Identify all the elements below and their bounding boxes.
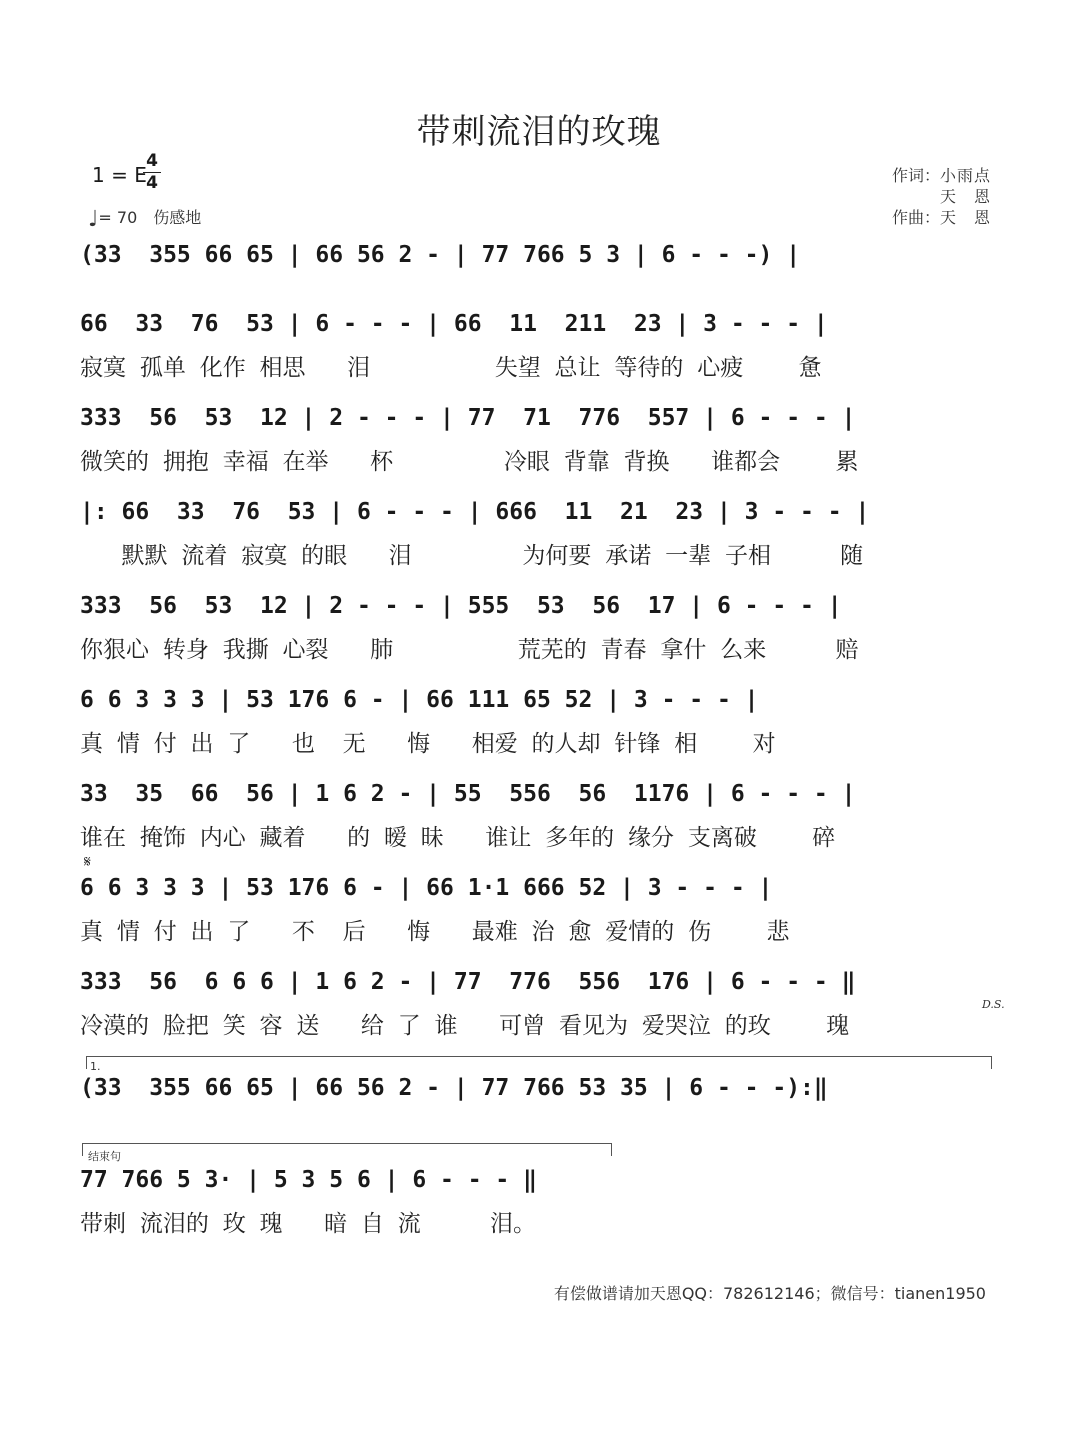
notation-row: 6 6 3 3 3 | 53 176 6 - | 66 1·1 666 52 | 3 - - - | [80,875,773,901]
first-ending-bracket [86,1056,992,1069]
credits [892,165,990,228]
lyrics-row: 你狠心 转身 我撕 心裂 肺 荒芜的 青春 拿什 么来 赔 [80,637,859,663]
mood-marking: 伤感地 [153,208,202,227]
lyrics-row: 带刺 流泪的 玫 瑰 暗 自 流 泪。 [80,1211,537,1237]
ds-mark: D.S. [982,998,1005,1011]
notation-row: 333 56 53 12 | 2 - - - | 555 53 56 17 | 6 - - - | [80,593,842,619]
composer-name: 天 恩 [940,208,990,227]
note-icon: ♩ [88,207,99,232]
notation-row: 77 766 5 3· | 5 3 5 6 | 6 - - - ‖ [80,1167,537,1193]
notation-row: 33 35 66 56 | 1 6 2 - | 55 556 56 1176 | 6 - - - | [80,781,856,807]
lyrics-row: 微笑的 拥抱 幸福 在举 杯 冷眼 背靠 背换 谁都会 累 [80,449,859,475]
lyrics-row: 谁在 掩饰 内心 藏着 的 暧 昧 谁让 多年的 缘分 支离破 碎 [80,825,836,851]
lyrics-row: 默默 流着 寂寞 的眼 泪 为何要 承诺 一辈 子相 随 [80,543,864,569]
tempo-marking [88,205,201,232]
notation-row: 333 56 53 12 | 2 - - - | 77 71 776 557 | 6 - - - | [80,405,856,431]
notation-row: (33 355 66 65 | 66 56 2 - | 77 766 5 3 | 6 - - -) | [80,242,801,268]
lyrics-row: 冷漠的 脸把 笑 容 送 给 了 谁 可曾 看见为 爱哭泣 的玫 瑰 [80,1013,850,1039]
coda-bracket [82,1143,612,1156]
first-ending-label: 1. [90,1060,101,1073]
notation-row: (33 355 66 65 | 66 56 2 - | 77 766 53 35 | 6 - - -):‖ [80,1075,828,1101]
lyricist-label: 作词： [892,166,941,185]
tempo-value: = 70 [98,208,138,227]
notation-row: 66 33 76 53 | 6 - - - | 66 11 211 23 | 3 - - - | [80,311,828,337]
notation-row: 6 6 3 3 3 | 53 176 6 - | 66 111 65 52 | 3 - - - | [80,687,759,713]
key-signature: 1 = E [92,163,147,187]
lyricist-name-2: 天 恩 [940,187,990,206]
time-signature [143,152,161,193]
time-signature-denominator: 4 [146,173,158,193]
lyrics-row: 真 情 付 出 了 不 后 悔 最难 治 愈 爱情的 伤 悲 [80,919,790,945]
segno-mark: 𝄋 [84,852,91,871]
time-signature-numerator: 4 [146,151,158,171]
lyrics-row: 真 情 付 出 了 也 无 悔 相爱 的人却 针锋 相 对 [80,731,776,757]
composer-label: 作曲： [892,208,941,227]
lyrics-row: 寂寞 孤单 化作 相思 泪 失望 总让 等待的 心疲 惫 [80,355,822,381]
notation-row: 333 56 6 6 6 | 1 6 2 - | 77 776 556 176 | 6 - - - ‖ [80,969,856,995]
notation-row: |: 66 33 76 53 | 6 - - - | 666 11 21 23 | 3 - - - | [80,499,870,525]
lyricist-name-1: 小雨点 [940,166,990,185]
song-title: 带刺流泪的玫瑰 [416,112,662,152]
footer-contact: 有偿做谱请加天恩QQ：782612146；微信号：tianen1950 [553,1284,986,1303]
coda-label: 结束句 [88,1150,121,1163]
